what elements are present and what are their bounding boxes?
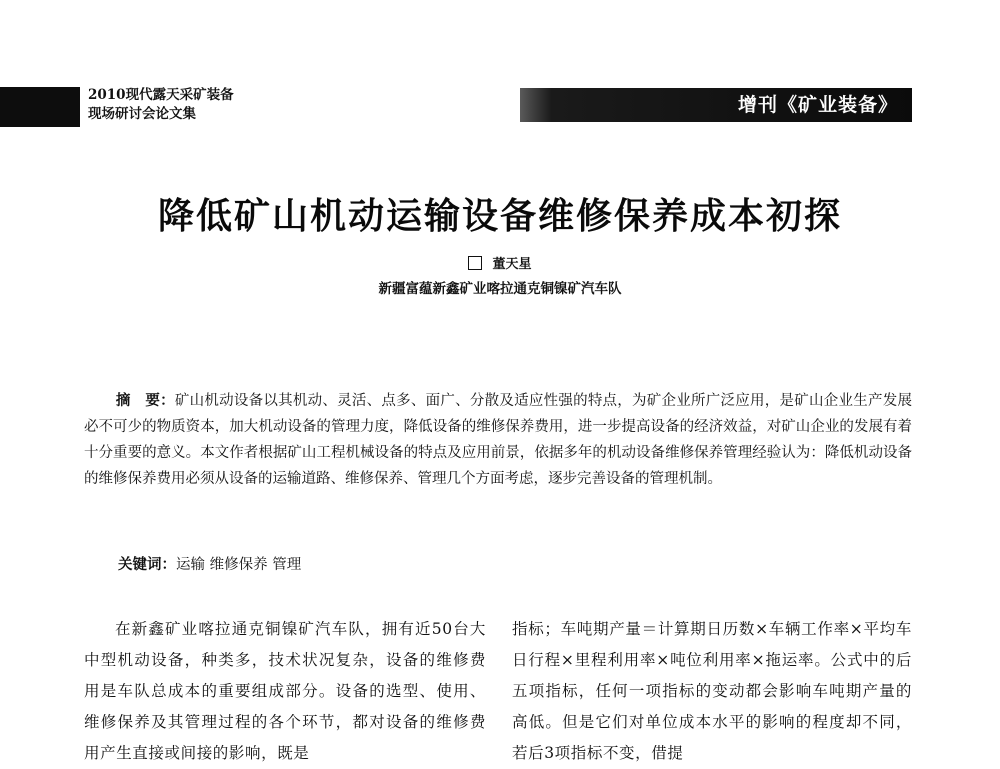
author-line [0,253,1000,272]
abstract-text: 矿山机动设备以其机动、灵活、点多、面广、分散及适应性强的特点，为矿企业所广泛应用，是矿山企业生产发展必不可少的物质资本，加大机动设备的管理力度，降低设备的维修保养费用，进一步提高设备的经济效益，对矿山企业的发展有着十分重要的意义。本文作者根据矿山工程机械设备的特点及应用前景，依据多年的机动设备维修保养管理经验认为：降低机动设备的维修保养费用必须从设备的运输道路、维修保养、管理几个方面考虑，逐步完善设备的管理机制。 [84,393,913,487]
abstract-label: 摘 要： [115,392,175,409]
keywords-text: 运输 维修保养 管理 [176,557,302,573]
series-line-2: 现场研讨会论文集 [88,106,196,122]
keywords [118,552,301,578]
series-line-1: 2010现代露天采矿装备 [88,87,234,103]
author-box-icon [468,256,482,270]
journal-label: 增刊《矿业装备》 [737,94,898,116]
proceedings-series [88,86,234,124]
body-right-column: 指标；车吨期产量＝计算期日历数×车辆工作率×平均车日行程×里程利用率×吨位利用率×拖运率。公式中的后五项指标，任何一项指标的变动都会影响车吨期产量的高低。但是它们对单位成本水平的影响的程度却不同，若后3项指标不变，借提 [512,620,912,762]
abstract [84,388,912,492]
keywords-label: 关键词： [118,556,176,573]
body-left-column: 在新鑫矿业喀拉通克铜镍矿汽车队，拥有近50台大中型机动设备，种类多，技术状况复杂，设备的维修费用是车队总成本的重要组成部分。设备的选型、使用、维修保养及其管理过程的各个环节，都对设备的维修费用产生直接或间接的影响，既是 [84,620,486,762]
author-affiliation: 新疆富蕴新鑫矿业喀拉通克铜镍矿汽车队 [378,281,622,297]
article-title: 降低矿山机动运输设备维修保养成本初探 [157,195,842,237]
author-name: 董天星 [492,257,532,272]
header-left-bar [0,87,80,127]
